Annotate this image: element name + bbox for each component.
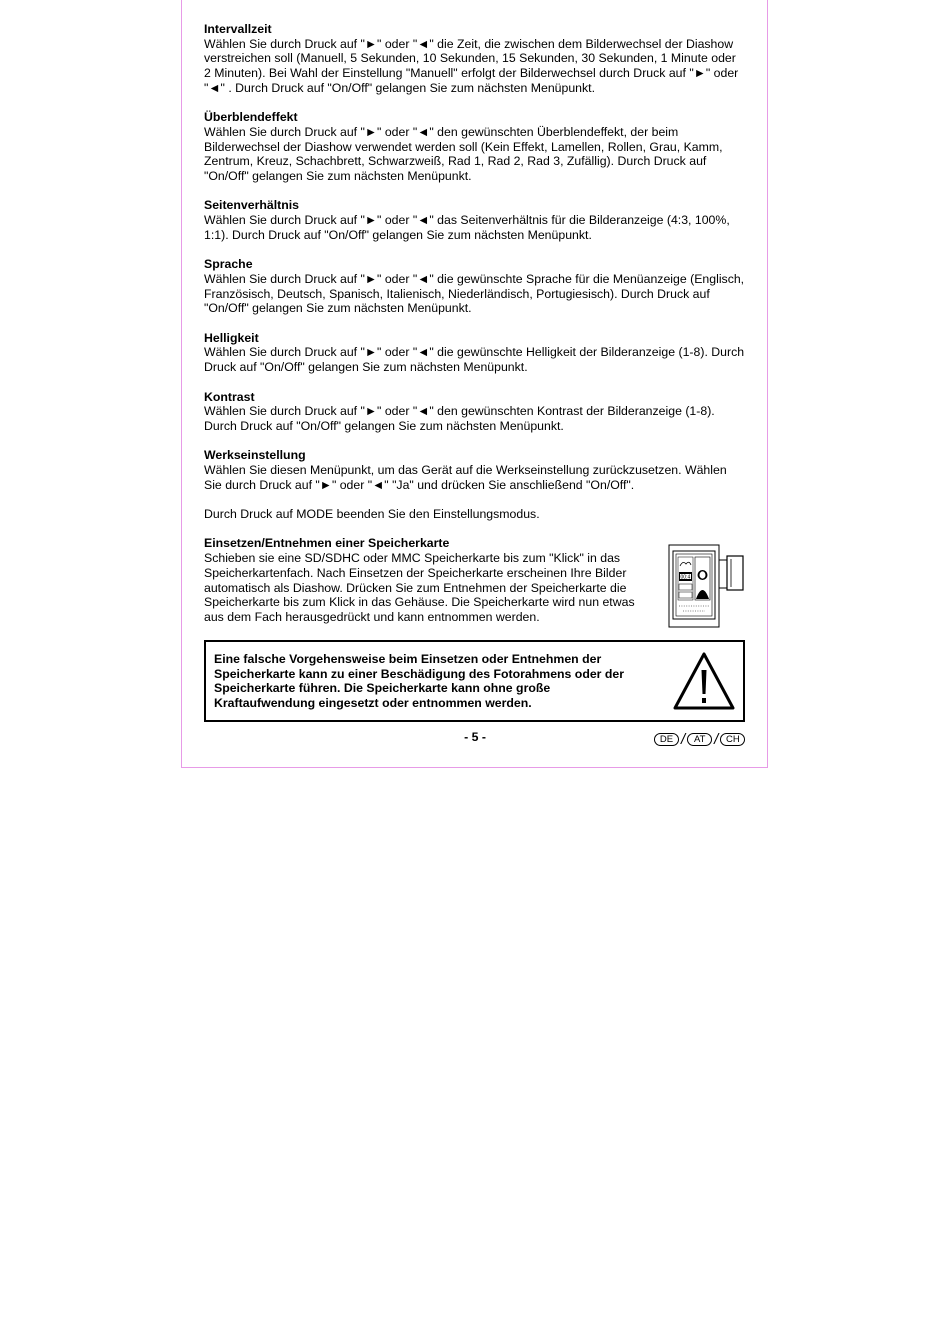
section-seitenverhaeltnis: [204, 198, 746, 242]
mode-note: Durch Druck auf MODE beenden Sie den Einstellungsmodus.: [204, 507, 540, 522]
section-heading: Intervallzeit: [204, 22, 272, 36]
page-number: - 5 -: [464, 730, 486, 744]
section-werkseinstellung: [204, 448, 746, 492]
section-heading: Helligkeit: [204, 330, 259, 345]
country-codes: [654, 731, 745, 748]
country-code-at: AT: [687, 733, 712, 746]
section-heading: Einsetzen/Entnehmen einer Speicherkarte: [204, 536, 450, 551]
section-body: Schieben sie eine SD/SDHC oder MMC Speicherkarte bis zum "Klick" in das Speicherkartenfach. Nach Einsetzen der Speicherkarte erscheinen Ihre Bilder automatisch als Diashow. Drücken Sie zum Entnehmen der Speicherkarte die Speicherkarte bis zum Klick in das Gehäuse. Die Speicherkarte wird nun etwas aus dem Fach herausgedrückt und kann entnommen werden.: [204, 551, 635, 624]
section-ueberblendeffekt: [204, 110, 746, 184]
section-body: Wählen Sie durch Druck auf "►" oder "◄" den gewünschten Überblendeffekt, der beim Bilderwechsel der Diashow verwendet werden soll (Kein Effekt, Lamellen, Rollen, Grau, Kamm, Zentrum, Kreuz, Schachbrett, Schwarzweiß, Rad 1, Rad 2, Rad 3, Zufällig). Durch Druck auf "On/Off" gelangen Sie zum nächsten Menüpunkt.: [204, 124, 723, 184]
section-heading: Seitenverhältnis: [204, 198, 299, 213]
section-speicherkarte: [204, 536, 746, 624]
country-separator: /: [714, 731, 719, 748]
warning-text: Eine falsche Vorgehensweise beim Einsetzen oder Entnehmen der Speicherkarte kann zu einer Beschädigung des Fotorahmens oder der Speicherkarte führen. Die Speicherkarte kann ohne große Kraftaufwendung eingesetzt oder entnommen werden.: [214, 652, 625, 711]
mode-note-section: [204, 507, 746, 522]
country-code-ch: CH: [720, 733, 745, 746]
warning-triangle-icon: [671, 650, 737, 712]
section-heading: Werkseinstellung: [204, 448, 306, 463]
page-content: [204, 22, 746, 639]
section-body: Wählen Sie diesen Menüpunkt, um das Gerät auf die Werkseinstellung zurückzusetzen. Wählen Sie durch Druck auf "►" oder "◄" "Ja" und drücken Sie anschließend "On/Off".: [204, 463, 727, 492]
section-heading: Sprache: [204, 257, 253, 272]
section-body: Wählen Sie durch Druck auf "►" oder "◄" die gewünschte Helligkeit der Bilderanzeige (1-8). Durch Druck auf "On/Off" gelangen Sie zum nächsten Menüpunkt.: [204, 345, 745, 375]
section-body: Wählen Sie durch Druck auf "►" oder "◄" die gewünschte Sprache für die Menüanzeige (Englisch, Französisch, Deutsch, Spanisch, Italienisch, Niederländisch, Portugiesisch). Durch Druck auf "On/Off" gelangen Sie zum nächsten Menüpunkt.: [204, 271, 745, 316]
section-helligkeit: [204, 331, 746, 375]
svg-text:00:4: 00:4: [680, 574, 691, 581]
section-body: Wählen Sie durch Druck auf "►" oder "◄" die Zeit, die zwischen dem Bilderwechsel der Diashow verstreichen soll (Manuell, 5 Sekunden, 10 Sekunden, 15 Sekunden, 30 Sekunden, 1 Minute oder 2 Minuten). Bei Wahl der Einstellung "Manuell" erfolgt der Bilderwechsel durch Druck auf "►" oder "◄" . Durch Druck auf "On/Off" gelangen Sie zum nächsten Menüpunkt.: [204, 36, 739, 95]
country-code-de: DE: [654, 733, 679, 746]
section-sprache: [204, 257, 746, 316]
section-intervallzeit: [204, 22, 746, 96]
country-separator: /: [681, 731, 686, 748]
photo-frame-with-card-icon: [665, 544, 745, 628]
section-body: Wählen Sie durch Druck auf "►" oder "◄" das Seitenverhältnis für die Bilderanzeige (4:3, 100%, 1:1). Durch Druck auf "On/Off" gelangen Sie zum nächsten Menüpunkt.: [204, 213, 730, 242]
section-heading: Kontrast: [204, 389, 255, 404]
section-body: Wählen Sie durch Druck auf "►" oder "◄" den gewünschten Kontrast der Bilderanzeige (1-8). Durch Druck auf "On/Off" gelangen Sie zum nächsten Menüpunkt.: [204, 404, 715, 433]
warning-box: [204, 640, 745, 722]
section-kontrast: [204, 390, 746, 434]
section-heading: Überblendeffekt: [204, 110, 298, 125]
